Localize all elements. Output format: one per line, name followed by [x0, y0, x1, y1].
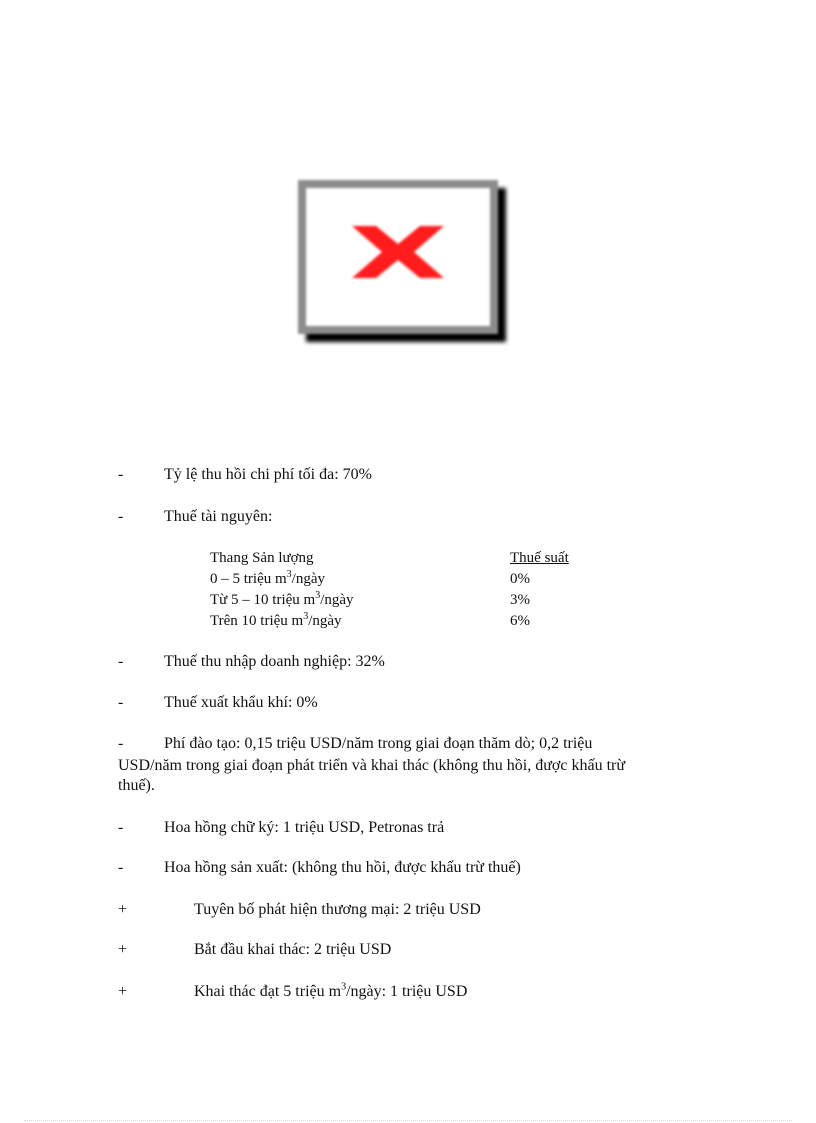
list-item-text: Hoa hồng sản xuất: (không thu hồi, được khấu trừ thuế) [164, 859, 521, 876]
paragraph-line: USD/năm trong giai đoạn phát triển và khai thác (không thu hồi, được khấu trừ [118, 757, 626, 774]
list-item-text: Hoa hồng chữ ký: 1 triệu USD, Petronas trả [164, 819, 445, 836]
list-item-text: Thuế xuất khẩu khí: 0% [164, 694, 318, 711]
table-cell-output: Từ 5 – 10 triệu $m^3$/ngày [210, 590, 354, 608]
list-marker: + [118, 901, 128, 918]
resource-tax-table [210, 548, 630, 632]
list-item-text: Thuế thu nhập doanh nghiệp: 32% [164, 653, 385, 670]
table-cell-rate: 0% [510, 571, 530, 587]
list-marker: - [118, 653, 124, 670]
table-header-row [210, 548, 630, 569]
list-marker: + [118, 941, 128, 958]
list-marker: - [118, 859, 124, 876]
list-item-training-fee-continuation [118, 756, 678, 796]
table-header-tax-rate: Thuế suất [510, 550, 569, 566]
broken-image-icon [292, 176, 510, 346]
list-item-text: Thuế tài nguyên: [164, 508, 273, 525]
list-item-text: Tuyên bố phát hiện thương mại: 2 triệu USD [194, 901, 481, 918]
list-marker: - [118, 466, 124, 483]
list-item-text: Tỷ lệ thu hồi chi phí tối đa: 70% [164, 466, 372, 483]
page-bottom-divider [24, 1120, 792, 1121]
list-item-text: Bắt đầu khai thác: 2 triệu USD [194, 941, 392, 958]
list-marker: + [118, 983, 128, 1000]
table-cell-output: 0 – 5 triệu $m^3$/ngày [210, 569, 325, 587]
table-row [210, 569, 630, 590]
table-row [210, 590, 630, 611]
list-item-text: Phí đào tạo: 0,15 triệu USD/năm trong giai đoạn thăm dò; 0,2 triệu [164, 735, 593, 752]
list-marker: - [118, 735, 124, 752]
list-marker: - [118, 819, 124, 836]
table-header-output-scale: Thang Sản lượng [210, 550, 314, 566]
list-marker: - [118, 508, 124, 525]
list-item-text: Khai thác đạt 5 triệu $m^3$/ngày: 1 triệu USD [194, 981, 468, 1000]
table-row [210, 611, 630, 632]
table-cell-output: Trên 10 triệu $m^3$/ngày [210, 611, 342, 629]
table-cell-rate: 6% [510, 613, 530, 629]
list-marker: - [118, 694, 124, 711]
paragraph-line: thuế). [118, 777, 155, 794]
table-cell-rate: 3% [510, 592, 530, 608]
